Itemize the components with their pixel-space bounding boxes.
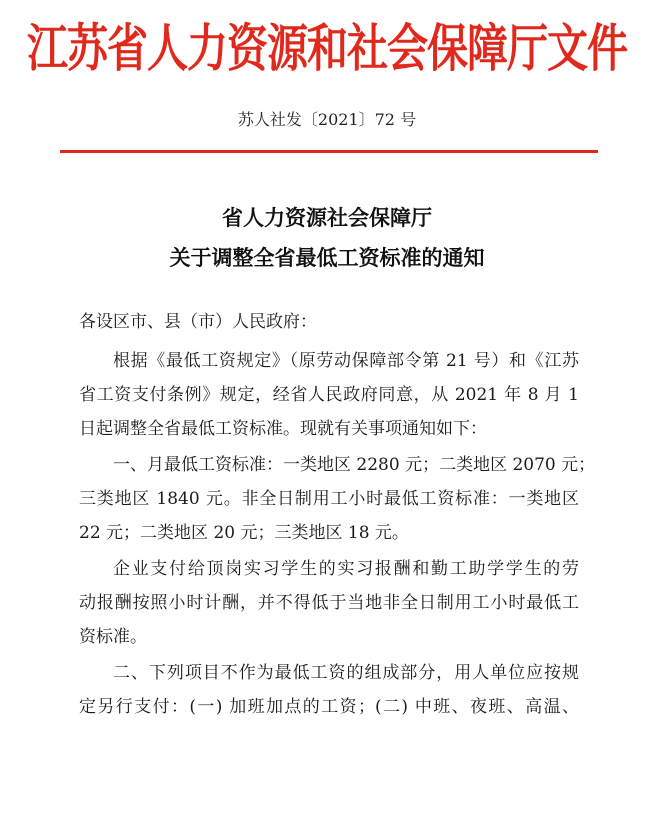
- paragraph-line: 定另行支付：(一) 加班加点的工资；(二) 中班、夜班、高温、: [79, 697, 579, 717]
- notice-title-line-1: 省人力资源社会保障厅: [222, 206, 432, 230]
- paragraph-line: 二、下列项目不作为最低工资的组成部分，用人单位应按规: [113, 663, 579, 683]
- paragraph-line: 三类地区 1840 元。非全日制用工小时最低工资标准：一类地区: [79, 489, 579, 509]
- salutation: 各设区市、县（市）人民政府：: [79, 312, 317, 332]
- notice-title-line-2: 关于调整全省最低工资标准的通知: [169, 246, 485, 270]
- paragraph-line: 日起调整全省最低工资标准。现就有关事项通知如下：: [79, 419, 487, 439]
- paragraph-line: 根据《最低工资规定》（原劳动保障部令第 21 号）和《江苏: [113, 351, 579, 371]
- paragraph-line: 22 元；二类地区 20 元；三类地区 18 元。: [79, 523, 409, 543]
- paragraph-line: 资标准。: [79, 627, 147, 647]
- document-masthead: 江苏省人力资源和社会保障厅文件: [27, 18, 627, 79]
- paragraph-line: 企业支付给顶岗实习学生的实习报酬和勤工助学学生的劳: [113, 559, 579, 579]
- paragraph-line: 省工资支付条例》规定，经省人民政府同意，从 2021 年 8 月 1: [79, 385, 579, 405]
- document-number: 苏人社发〔2021〕72 号: [237, 110, 417, 129]
- masthead-red-rule: [60, 150, 598, 153]
- paragraph-line: 动报酬按照小时计酬，并不得低于当地非全日制用工小时最低工: [79, 593, 579, 613]
- paragraph-line: 一、月最低工资标准：一类地区 2280 元；二类地区 2070 元；: [113, 455, 596, 475]
